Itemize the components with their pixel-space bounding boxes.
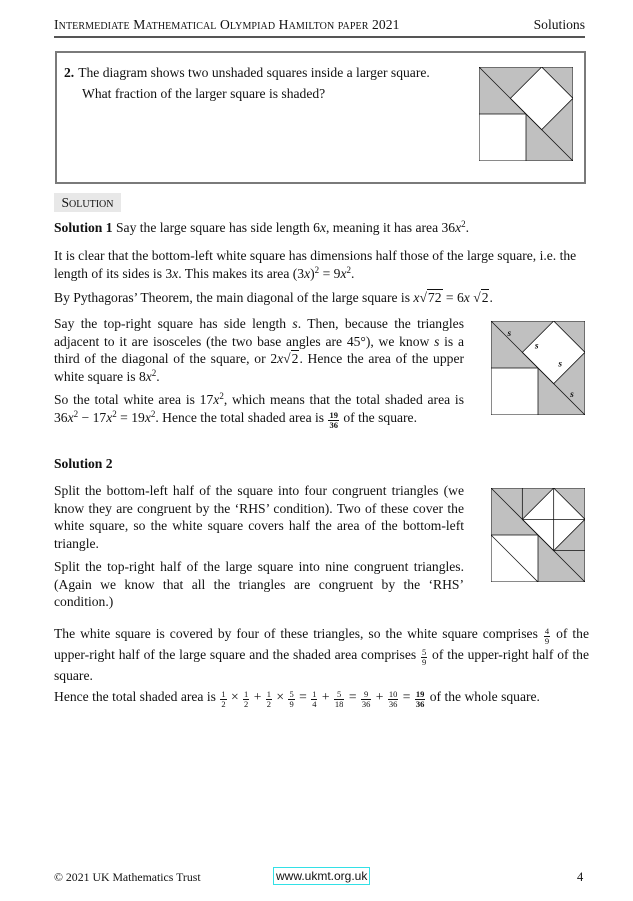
- solution1-paragraph-2: It is clear that the bottom-left white square has dimensions half those of the large square, i.e. the length of its sides is 3x. This makes its area $(3x)^2 = 9x^2$.: [54, 248, 577, 281]
- solution2-paragraph-4: Hence the total shaded area is $\frac{1}{2}$ × $\frac{1}{2}$ + $\frac{1}{2}$ × $\frac{5}{9}$ = $\frac{1}{4}$ + $\frac{5}{18}$ = $\frac{9}{36}$ + $\frac{10}{36}$ = $\frac{19}{36}$ of the whole square.: [54, 689, 540, 709]
- footer-copyright: © 2021 UK Mathematics Trust: [54, 870, 201, 884]
- label-s: [534, 341, 539, 351]
- solution1-paragraph-3: By Pythagoras’ Theorem, the main diagonal of the large square is x√72 = 6x √2.: [54, 290, 493, 305]
- solution2-paragraph-2: Split the top-right half of the large square into nine congruent triangles. (Again we know that all the triangles are congruent by the ‘RHS’ condition.): [54, 559, 464, 609]
- footer-website-link[interactable]: www.ukmt.org.uk: [273, 867, 370, 885]
- fraction-19-36: $\frac{19}{36}$: [329, 409, 338, 430]
- problem-line-2: What fraction of the larger square is shaded?: [82, 86, 326, 101]
- solution1-paragraph-5: So the total white area is $17x^2$, which means that the total shaded area is $36x^2 - 17x^2 = 19x^2$. Hence the total shaded area is $\frac{19}{36}$ of the square.: [54, 391, 464, 430]
- solution1-diagram: [491, 321, 585, 415]
- solution2-paragraph-1: Split the bottom-left half of the square into four congruent triangles (we know they are congruent by the ‘RHS’ condition). Two of these cover the white square, so the white square covers half the area of the bottom-left triangle.: [54, 483, 464, 551]
- page-number: 4: [577, 870, 584, 884]
- solution1-heading: Solution 1: [54, 220, 113, 235]
- solution2-diagram: [491, 488, 585, 582]
- label-s: [557, 359, 562, 369]
- header-rule: [54, 36, 585, 38]
- solution2-paragraph-3: The white square is covered by four of these triangles, so the white square comprises $\frac{4}{9}$ of the upper-right half of the large square and the shaded area comprises $\frac{5}{9}$ of the upper-right half of the square.: [54, 626, 589, 683]
- label-s: [569, 390, 574, 400]
- problem-diagram: [479, 67, 573, 161]
- problem-number: 2.: [64, 65, 75, 80]
- problem-statement: [64, 62, 430, 104]
- running-header-title: Intermediate Mathematical Olympiad Hamilton paper 2021: [54, 17, 400, 32]
- running-header-section: Solutions: [533, 17, 585, 32]
- solution1-paragraph-4: Say the top-right square has side length s. Then, because the triangles adjacent to it are isosceles (the two base angles are 45°), we know s is a third of the diagonal of the square, or 2x√2. Hence the area of the upper white square is $8x^2$.: [54, 316, 464, 384]
- solution1-paragraph-1: Solution 1 Say the large square has side length 6x, meaning it has area $36x^2$.: [54, 219, 470, 235]
- solution2-heading: Solution 2: [54, 456, 113, 471]
- problem-line-1: The diagram shows two unshaded squares inside a larger square.: [78, 65, 430, 80]
- label-s: [506, 329, 511, 339]
- solution-label: Solution: [54, 193, 121, 212]
